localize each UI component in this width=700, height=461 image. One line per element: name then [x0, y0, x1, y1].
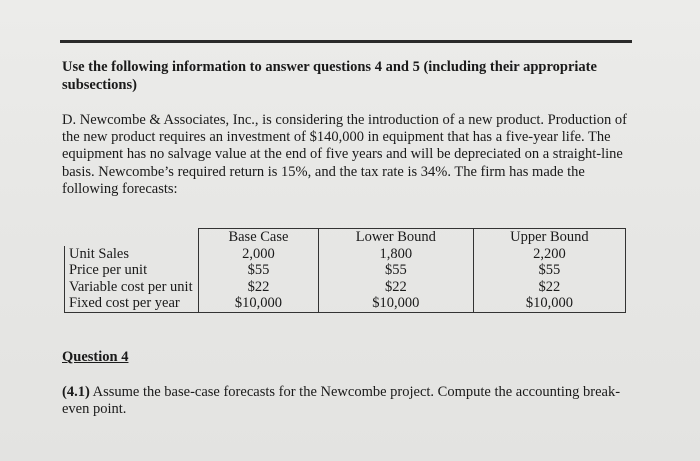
row-label: Unit Sales	[65, 246, 199, 263]
instructions-heading: Use the following information to answer questions 4 and 5 (including their appropriate subsections)	[62, 59, 597, 93]
question-text	[62, 384, 632, 418]
row-label: Price per unit	[65, 262, 199, 279]
header-base-case: Base Case	[199, 229, 319, 246]
table-row	[65, 262, 626, 279]
table-row	[65, 246, 626, 263]
problem-paragraph: D. Newcombe & Associates, Inc., is considering the introduction of a new product. Production of the new product requires an investment of $140,000 in equipment that has a five-year life. The equipment has no salvage value at the end of five years and will be depreciated on a straight-line basis. Newcombe’s required return is 15%, and the tax rate is 34%. The firm has made the following forecasts:	[62, 112, 627, 197]
cell-upper: 2,200	[473, 246, 625, 263]
horizontal-rule	[60, 40, 632, 43]
cell-base: 2,000	[199, 246, 319, 263]
question-title: Question 4	[62, 349, 129, 365]
cell-lower: 1,800	[318, 246, 473, 263]
header-blank	[65, 229, 199, 246]
cell-lower: $55	[318, 262, 473, 279]
cell-base: $22	[199, 279, 319, 296]
cell-base: $10,000	[199, 295, 319, 312]
table-header-row	[65, 229, 626, 246]
cell-base: $55	[199, 262, 319, 279]
cell-upper: $22	[473, 279, 625, 296]
cell-upper: $55	[473, 262, 625, 279]
question-number: (4.1)	[62, 384, 90, 400]
row-label: Variable cost per unit	[65, 279, 199, 296]
header-lower-bound: Lower Bound	[318, 229, 473, 246]
table-row	[65, 295, 626, 312]
cell-upper: $10,000	[473, 295, 625, 312]
cell-lower: $22	[318, 279, 473, 296]
table-row	[65, 279, 626, 296]
row-label: Fixed cost per year	[65, 295, 199, 312]
forecast-table	[64, 228, 626, 313]
question-body: Assume the base-case forecasts for the Newcombe project. Compute the accounting break-even point.	[62, 384, 621, 417]
cell-lower: $10,000	[318, 295, 473, 312]
header-upper-bound: Upper Bound	[473, 229, 625, 246]
